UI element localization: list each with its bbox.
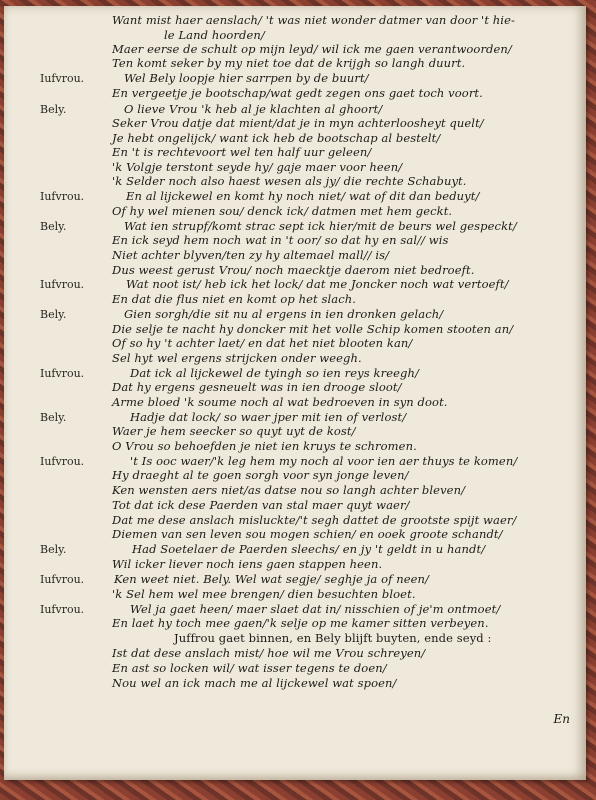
verse-text: O lieve Vrou 'k heb al je klachten al ghoort/: [124, 102, 383, 116]
verse-text: Wil icker liever noch iens gaen stappen heen.: [112, 557, 383, 571]
verse-text: Ten komt seker by my niet toe dat de krijgh so langh duurt.: [112, 56, 466, 70]
book-page: [4, 6, 586, 780]
verse-text: Niet achter blyven/ten zy hy altemael mall// is/: [112, 248, 390, 262]
verse-text: Want mist haer aenslach/ 't was niet wonder datmer van door 't hie-: [112, 13, 515, 27]
speaker-label: Iufvrou.: [40, 455, 85, 468]
verse-text: En ick seyd hem noch wat in 't oor/ so dat hy en sal// wis: [112, 233, 449, 247]
verse-text: En al lijckewel en komt hy noch niet/ wat of dit dan beduyt/: [126, 189, 480, 203]
verse-text: Sel hyt wel ergens strijcken onder weegh.: [112, 351, 362, 365]
speaker-label: Iufvrou.: [40, 278, 85, 291]
speaker-label: Bely.: [40, 411, 67, 424]
verse-text: Waer je hem seecker so quyt uyt de kost/: [112, 424, 356, 438]
verse-text: 'k Volgje terstont seyde hy/ gaje maer voor heen/: [112, 160, 403, 174]
speaker-label: Iufvrou.: [40, 367, 85, 380]
verse-text: Seker Vrou datje dat mient/dat je in myn achterloosheyt quelt/: [112, 116, 484, 130]
speaker-label: Bely.: [40, 543, 67, 556]
verse-text: Hy draeght al te goen sorgh voor syn jonge leven/: [112, 468, 409, 482]
speaker-label: Bely.: [40, 103, 67, 116]
verse-text: Ken wensten aers niet/as datse nou so langh achter bleven/: [112, 483, 466, 497]
verse-text: Diemen van sen leven sou mogen schien/ en ooek groote schandt/: [112, 527, 503, 541]
verse-text: Hadje dat lock/ so waer jper mit ien of verlost/: [130, 410, 407, 424]
verse-text: 't Is ooc waer/'k leg hem my noch al voor ien aer thuys te komen/: [130, 454, 518, 468]
verse-text: Ist dat dese anslach mist/ hoe wil me Vrou schreyen/: [112, 646, 426, 660]
verse-text: 'k Sel hem wel mee brengen/ dien besuchten bloet.: [112, 587, 416, 601]
verse-text: En ast so locken wil/ wat isser tegens te doen/: [112, 661, 387, 675]
verse-text: En laet hy toch mee gaen/'k selje op me kamer sitten verbeyen.: [112, 616, 489, 630]
verse-text: Had Soetelaer de Paerden sleechs/ en jy 't geldt in u handt/: [132, 542, 486, 556]
verse-text: Maer eerse de schult op mijn leyd/ wil ick me gaen verantwoorden/: [112, 42, 512, 56]
verse-text: Wel Bely loopje hier sarrpen by de buurt/: [124, 71, 369, 85]
speaker-label: Iufvrou.: [40, 603, 85, 616]
stage-direction: Juffrou gaet binnen, en Bely blijft buyten, ende seyd :: [174, 631, 492, 645]
verse-text: Wel ja gaet heen/ maer slaet dat in/ nisschien of je'm ontmoet/: [130, 602, 501, 616]
verse-text: Dat me dese anslach misluckte/'t segh dattet de grootste spijt waer/: [112, 513, 517, 527]
verse-text: Dat hy ergens gesneuelt was in ien drooge sloot/: [112, 380, 402, 394]
speaker-label: Bely.: [40, 308, 67, 321]
speaker-label: Iufvrou.: [40, 573, 85, 586]
verse-text: Dus weest gerust Vrou/ noch maecktje daerom niet bedroeft.: [112, 263, 475, 277]
verse-text: Dat ick al lijckewel de tyingh so ien reys kreegh/: [130, 366, 419, 380]
verse-text: Tot dat ick dese Paerden van stal maer quyt waer/: [112, 498, 410, 512]
verse-text: Je hebt ongelijck/ want ick heb de bootschap al bestelt/: [112, 131, 441, 145]
verse-text: O Vrou so behoefden je niet ien kruys te schromen.: [112, 439, 417, 453]
verse-text: Gien sorgh/die sit nu al ergens in ien dronken gelach/: [124, 307, 444, 321]
verse-text: En vergeetje je bootschap/wat gedt zegen ons gaet toch voort.: [112, 86, 483, 100]
verse-text: Of hy wel mienen sou/ denck ick/ datmen met hem geckt.: [112, 204, 453, 218]
catchword: En: [553, 712, 570, 726]
speaker-label: Bely.: [40, 220, 67, 233]
verse-text: 'k Selder noch also haest wesen als jy/ die rechte Schabuyt.: [112, 174, 467, 188]
verse-text: Wat ien strupf/komt strac sept ick hier/mit de beurs wel gespeckt/: [124, 219, 517, 233]
speaker-label: Iufvrou.: [40, 72, 85, 85]
verse-text: En 't is rechtevoort wel ten half uur geleen/: [112, 145, 372, 159]
verse-text: Ken weet niet. Bely. Wel wat segje/ seghje ja of neen/: [114, 572, 430, 586]
verse-text: Of so hy 't achter laet/ en dat het niet blooten kan/: [112, 336, 413, 350]
verse-text: le Land hoorden/: [164, 28, 265, 42]
verse-text: Arme bloed 'k soume noch al wat bedroeven in syn doot.: [112, 395, 448, 409]
verse-text: En dat die flus niet en komt op het slach.: [112, 292, 357, 306]
verse-text: Wat noot ist/ heb ick het lock/ dat me Joncker noch wat vertoeft/: [126, 277, 509, 291]
verse-text: Die selje te nacht hy doncker mit het volle Schip komen stooten an/: [112, 322, 514, 336]
speaker-label: Iufvrou.: [40, 190, 85, 203]
verse-text: Nou wel an ick mach me al lijckewel wat spoen/: [112, 676, 397, 690]
